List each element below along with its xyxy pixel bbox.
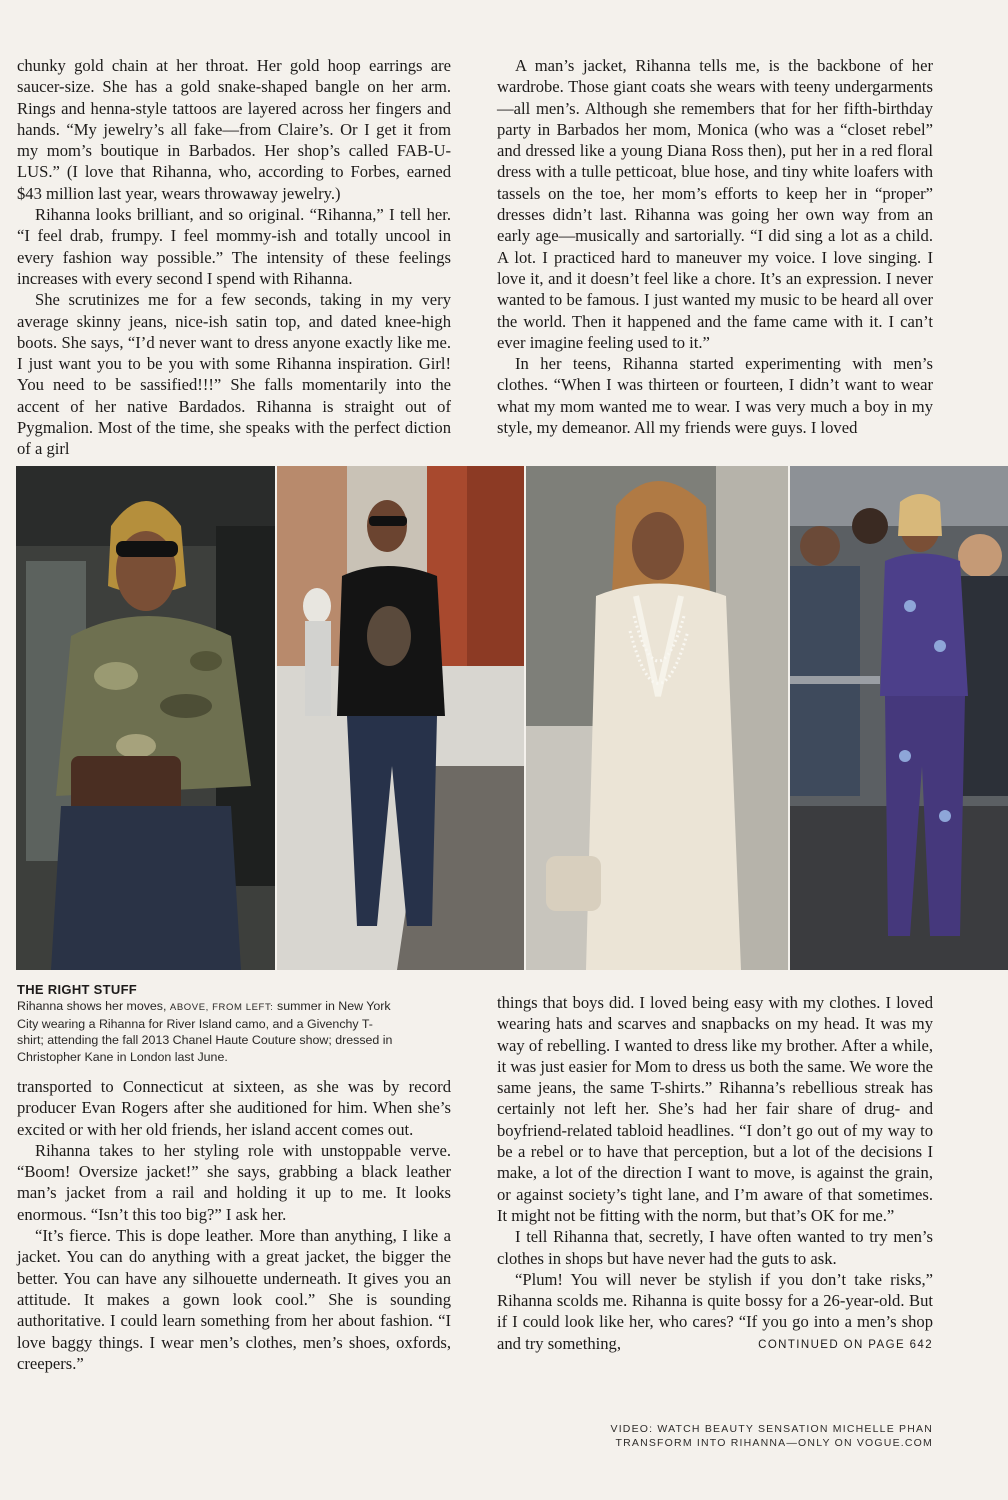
caption-smallcaps: ABOVE, FROM LEFT: — [169, 1002, 274, 1013]
paragraph: A man’s jacket, Rihanna tells me, is the backbone of her wardrobe. Those giant coats she wears with teeny undergarments—all men’s. Although she remembers that for her fifth-birthday party in Barbados her mom, Monica (who was a “closet rebel” and dressed like a young Diana Ross then), put her in a red floral dress with a tulle petticoat, blue hose, and tiny white loafers with tassels on the toe, her mom’s efforts to keep her in “proper” dresses didn’t last. Rihanna was going her own way from an early age—musically and sartorially. “I did sing a lot as a child. A lot. I practiced hard to maneuver my voice. I love singing. I love it, and it doesn’t feel like a chore. It’s an expression. I never wanted to be famous. I just wanted my music to be heard all over the world. Then it happened and the fame came with it. I can’t ever imagine feeling used to it.” — [497, 56, 933, 352]
paragraph — [497, 1269, 933, 1354]
paragraph: I tell Rihanna that, secretly, I have often wanted to try men’s clothes in shops but have never had the guts to ask. — [497, 1227, 933, 1268]
paragraph: “It’s fierce. This is dope leather. More than anything, I like a jacket. You can do anything with a great jacket, the bigger the better. You can have any silhouette underneath. It gives you an attitude. It makes a gown look cool.” She is sounding authoritative. I could learn something from her about fashion. “I love baggy things. I wear men’s clothes, men’s shoes, oxfords, creepers.” — [17, 1226, 451, 1373]
article-column-top-right — [497, 55, 933, 438]
photo-caption — [17, 998, 397, 1065]
photo-chanel-gown — [526, 466, 788, 970]
promo-line: TRANSFORM INTO RIHANNA—ONLY ON VOGUE.COM — [615, 1437, 933, 1449]
paragraph: In her teens, Rihanna started experimenting with men’s clothes. “When I was thirteen or fourteen, I didn’t want to wear what my mom wanted me to wear. I was very much a boy in my style, my demeanor. All my friends were guys. I loved — [497, 354, 933, 438]
promo-line: VIDEO: WATCH BEAUTY SENSATION MICHELLE PHAN — [610, 1423, 933, 1435]
paragraph: She scrutinizes me for a few seconds, taking in my very average skinny jeans, nice-ish satin top, and dated knee-high boots. She says, “I’d never want to dress anyone exactly like me. I just want you to be you with some Rihanna inspiration. Girl! You need to be sassified!!!” She falls momentarily into the accent of her native Bardados. Rihanna is straight out of Pygmalion. Most of the time, she speaks with the perfect diction of a girl — [17, 290, 451, 459]
video-promo — [610, 1422, 933, 1450]
paragraph-text: “Plum! You will never be stylish if you don’t take risks,” Rihanna scolds me. Rihanna is quite bossy for a 26-year-old. But if I could look like her, who cares? “If you go into a men’s shop and try something, — [497, 1269, 933, 1353]
paragraph: things that boys did. I loved being easy with my clothes. I loved wearing hats and scarves and snapbacks on my head. It was my way of rebelling. I wanted to dress like my brother. After a while, it was just easier for Mom to dress us both the same. We wore the same jeans, the same T-shirts.” Rihanna’s rebellious streak has certainly not left her. She’s had her fair share of drug- and boyfriend-related tabloid headlines. “I don’t go out of my way to be a rebel or to have that perception, but a lot of the decisions I make, a lot of the direction I want to move, is against the grain, or against society’s tight lane, and I’m aware of that sometimes. It might not be fitting with the norm, but that’s OK for me.” — [497, 993, 933, 1225]
photo-givenchy-tee — [277, 466, 524, 970]
paragraph: transported to Connecticut at sixteen, as she was by record producer Evan Rogers after she auditioned for him. When she’s excited or with her old friends, her island accent comes out. — [17, 1077, 451, 1139]
article-column-top-left — [17, 55, 451, 460]
caption-lead: Rihanna shows her moves, — [17, 999, 167, 1013]
continued-line: CONTINUED ON PAGE 642 — [758, 1338, 933, 1351]
caption-title: THE RIGHT STUFF — [17, 982, 138, 997]
paragraph: Rihanna takes to her styling role with unstoppable verve. “Boom! Oversize jacket!” she says, grabbing a black leather man’s jacket from a rail and holding it up to me. It looks enormous. “Isn’t this too big?” I ask her. — [17, 1140, 451, 1224]
photo-strip — [16, 466, 1008, 970]
paragraph: Rihanna looks brilliant, and so original. “Rihanna,” I tell her. “I feel drab, frumpy. I feel mommy-ish and totally uncool in every fashion way possible.” The intensity of these feelings increases with every second I spend with Rihanna. — [17, 205, 451, 288]
article-column-bottom-right — [497, 992, 933, 1356]
photo-camo-outfit — [16, 466, 275, 970]
caption-text: summer in New York City wearing a Rihanna for River Island camo, and a Givenchy T-shirt; attending the fall 2013 Chanel Haute Couture show; dressed in Christopher Kane in London last June. — [17, 999, 393, 1064]
article-column-bottom-left — [17, 1076, 451, 1374]
photo-christopher-kane — [790, 466, 1008, 970]
paragraph: chunky gold chain at her throat. Her gold hoop earrings are saucer-size. She has a gold snake-shaped bangle on her arm. Rings and henna-style tattoos are layered across her fingers and hands. “My jewelry’s all fake—from Claire’s. Or I get it from my mom’s boutique in Barbados. Her shop’s called FAB-U-LUS.” (I love that Rihanna, who, according to Forbes, earned $43 million last year, wears throwaway jewelry.) — [17, 56, 451, 203]
